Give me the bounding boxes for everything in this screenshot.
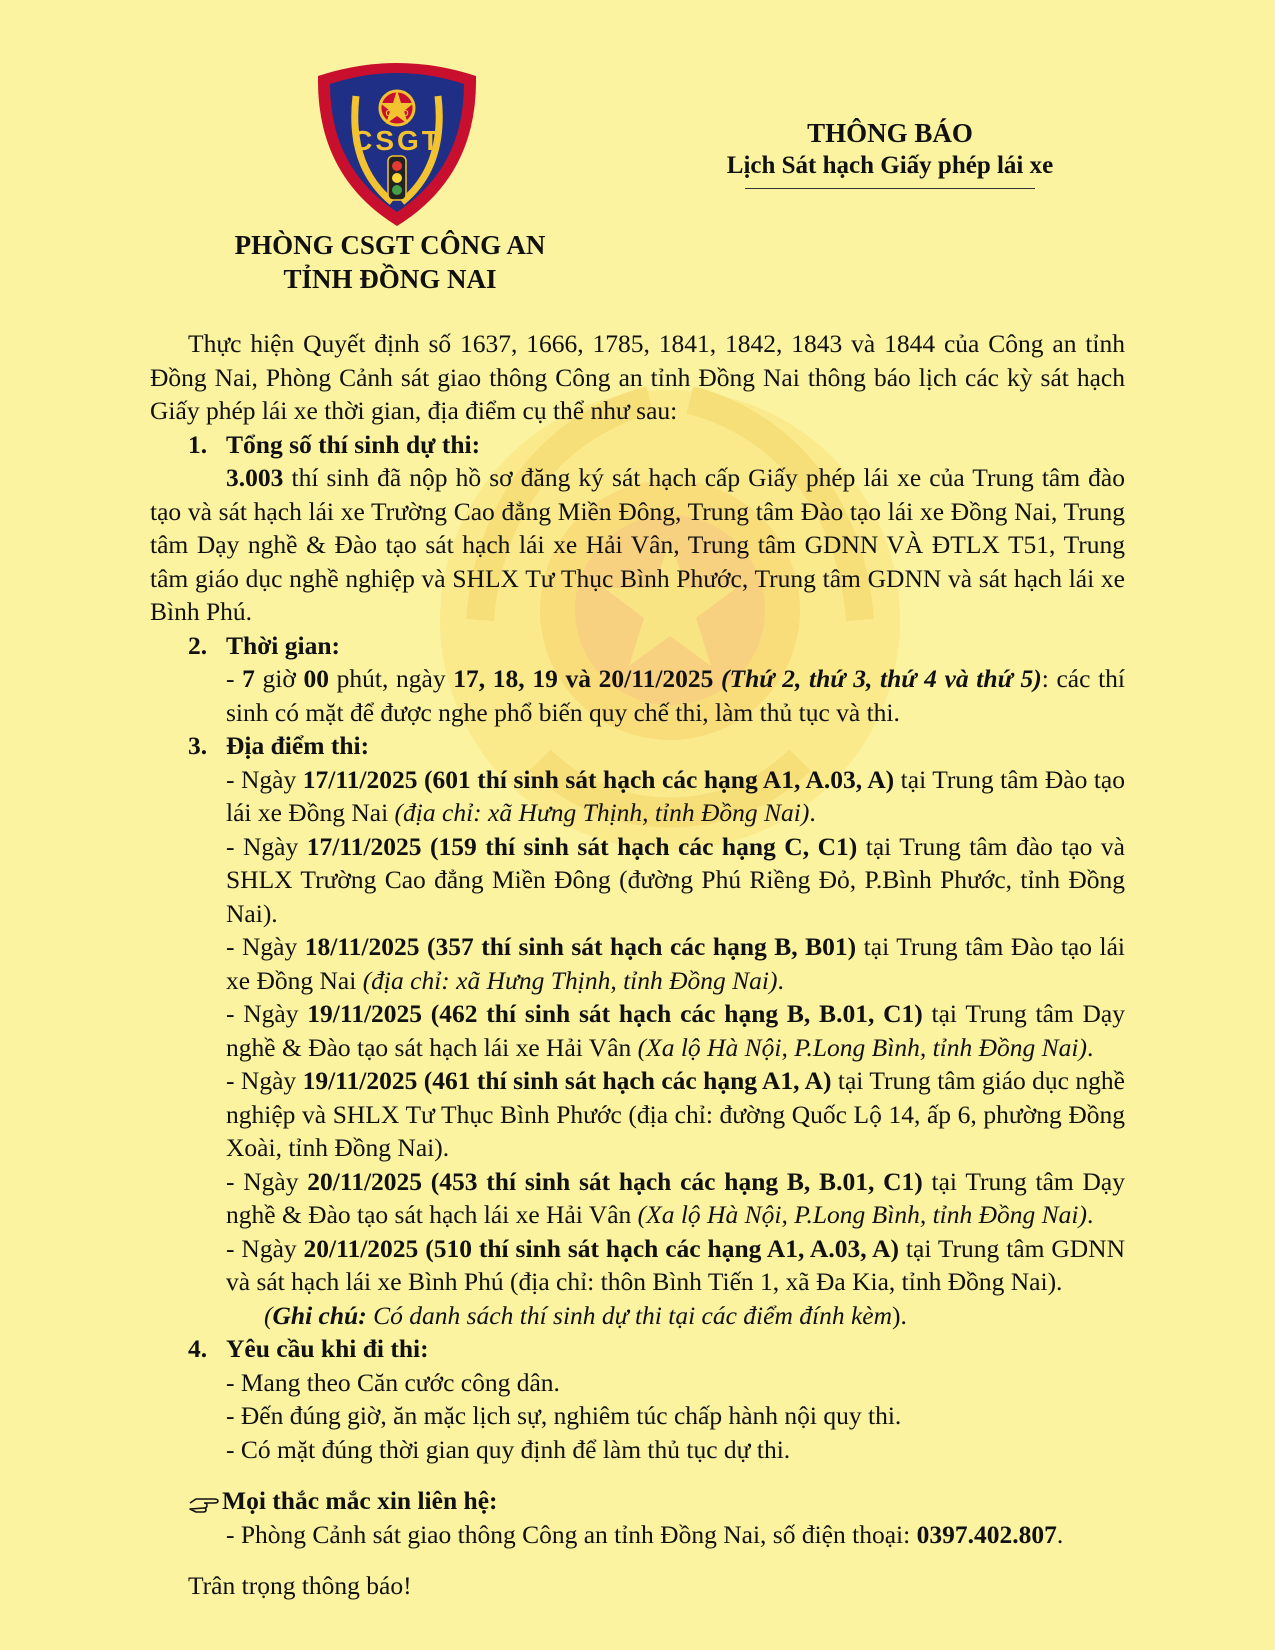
- section4-number: 4.: [188, 1334, 208, 1363]
- schedule-location: tại Trung tâm GDNN và sát hạch lái xe Bình Phú (địa chỉ: thôn Bình Tiến 1, xã Đa Kia, tỉnh Đồng Nai).: [226, 1233, 1125, 1296]
- text: giờ: [254, 664, 304, 693]
- schedule-list: [150, 763, 1125, 1299]
- requirement-item: - Mang theo Căn cước công dân.: [226, 1367, 560, 1397]
- section1-title: Tổng số thí sinh dự thi:: [226, 429, 481, 459]
- exam-dates: 17, 18, 19: [453, 664, 558, 693]
- schedule-prefix: - Ngày: [226, 1233, 304, 1263]
- exam-minute: 00: [303, 664, 330, 693]
- requirement-item: - Có mặt đúng thời gian quy định để làm thủ tục dự thi.: [226, 1434, 791, 1464]
- schedule-item: [150, 1064, 1125, 1165]
- csgt-shield-logo-icon: [312, 56, 482, 228]
- section1-heading: [150, 428, 1125, 462]
- schedule-date-group: 19/11/2025 (462 thí sinh sát hạch các hạng B, B.01, C1): [307, 999, 923, 1028]
- note-close: ).: [892, 1300, 907, 1330]
- schedule-location: tại Trung tâm đào tạo và SHLX Trường Cao đẳng Miền Đông (đường Phú Riềng Đỏ, P.Bình Phước, tỉnh Đồng Nai).: [226, 831, 1125, 928]
- note-line: [150, 1299, 1125, 1333]
- schedule-prefix: - Ngày: [226, 764, 303, 794]
- section4-heading: [150, 1332, 1125, 1366]
- note-open: (: [264, 1300, 273, 1330]
- schedule-address: (địa chỉ: xã Hưng Thịnh, tỉnh Đồng Nai): [362, 965, 778, 995]
- contact-heading: [150, 1484, 1125, 1518]
- schedule-location: tại Trung tâm Dạy nghề & Đào tạo sát hạch lái xe Hải Vân: [226, 1166, 1125, 1229]
- pointing-hand-icon: [188, 1491, 222, 1515]
- exam-date-last: 20/11/2025: [598, 664, 714, 693]
- schedule-address: (Xa lộ Hà Nội, P.Long Bình, tỉnh Đồng Nai): [637, 1032, 1087, 1062]
- schedule-prefix: - Ngày: [226, 1166, 308, 1196]
- schedule-item: [150, 1165, 1125, 1232]
- section4-title: Yêu cầu khi đi thi:: [226, 1334, 429, 1363]
- contact-text: - Phòng Cảnh sát giao thông Công an tỉnh Đồng Nai, số điện thoại:: [226, 1519, 917, 1549]
- schedule-location: tại Trung tâm Đào tạo lái xe Đồng Nai: [226, 932, 1125, 995]
- section1-paragraph: [150, 461, 1125, 629]
- section2-paragraph: [150, 662, 1125, 729]
- schedule-end: .: [777, 965, 784, 995]
- text: phút, ngày: [329, 664, 454, 693]
- requirement-item: - Đến đúng giờ, ăn mặc lịch sự, nghiêm túc chấp hành nội quy thi.: [226, 1401, 902, 1430]
- schedule-end: .: [1087, 1200, 1094, 1229]
- contact-end: .: [1056, 1519, 1064, 1549]
- schedule-location: tại Trung tâm Dạy nghề & Đào tạo sát hạch lái xe Hải Vân: [226, 999, 1125, 1062]
- closing-line: Trân trọng thông báo!: [188, 1571, 412, 1600]
- candidate-count: 3.003: [226, 463, 284, 492]
- schedule-end: .: [1087, 1032, 1094, 1062]
- schedule-item: [150, 1232, 1125, 1299]
- notice-title: THÔNG BÁO: [807, 118, 973, 148]
- schedule-address: (địa chỉ: xã Hưng Thịnh, tỉnh Đồng Nai): [394, 798, 810, 827]
- contact-title: Mọi thắc mắc xin liên hệ:: [222, 1486, 498, 1515]
- contact-phone: 0397.402.807: [916, 1519, 1057, 1549]
- section2-number: 2.: [188, 630, 208, 660]
- organization-name: [200, 228, 580, 296]
- notice-header: [660, 116, 1120, 189]
- logo-cand-text: CAND: [385, 109, 409, 118]
- schedule-item: [150, 763, 1125, 830]
- schedule-location: tại Trung tâm Đào tạo lái xe Đồng Nai: [226, 764, 1125, 827]
- note-label: Ghi chú:: [272, 1300, 367, 1330]
- logo-csgt-text: CSGT: [352, 125, 442, 156]
- dash: -: [226, 664, 243, 693]
- divider: [745, 188, 1035, 189]
- notice-body: [150, 327, 1125, 1603]
- section1-text: thí sinh đã nộp hồ sơ đăng ký sát hạch cấp Giấy phép lái xe của Trung tâm đào tạo và sát hạch lái xe Trường Cao đẳng Miền Đông, Trung tâm Đào tạo lái xe Đồng Nai, Trung tâm Dạy nghề & Đào tạo sát hạch lái xe Hải Vân, Trung tâm GDNN VÀ ĐTLX T51, Trung tâm giáo dục nghề nghiệp và SHLX Tư Thục Bình Phước, Trung tâm GDNN và sát hạch lái xe Bình Phú.: [150, 463, 1125, 626]
- schedule-date-group: 19/11/2025 (461 thí sinh sát hạch các hạng A1, A): [302, 1066, 832, 1095]
- schedule-prefix: - Ngày: [226, 999, 308, 1028]
- section3-heading: [150, 729, 1125, 763]
- organization-line2: TỈNH ĐỒNG NAI: [283, 264, 497, 294]
- schedule-end: .: [809, 798, 816, 827]
- intro-paragraph: Thực hiện Quyết định số 1637, 1666, 1785, 1841, 1842, 1843 và 1844 của Công an tỉnh Đồng Nai, Phòng Cảnh sát giao thông Công an tỉnh Đồng Nai thông báo lịch các kỳ sát hạch Giấy phép lái xe thời gian, địa điểm cụ thể như sau:: [150, 329, 1125, 425]
- schedule-address: (Xa lộ Hà Nội, P.Long Bình, tỉnh Đồng Nai): [637, 1200, 1087, 1229]
- section2-title: Thời gian:: [226, 630, 341, 660]
- organization-line1: PHÒNG CSGT CÔNG AN: [234, 230, 546, 260]
- section2-rest: : các thí sinh có mặt để được nghe phổ biến quy chế thi, làm thủ tục và thi.: [226, 664, 1126, 727]
- schedule-prefix: - Ngày: [226, 831, 307, 861]
- section2-heading: [150, 629, 1125, 663]
- exam-weekdays: (Thứ 2, thứ 3, thứ 4 và thứ 5): [713, 664, 1042, 693]
- schedule-location: tại Trung tâm giáo dục nghề nghiệp và SHLX Tư Thục Bình Phước (địa chỉ: đường Quốc Lộ 14, ấp 6, phường Đồng Xoài, tỉnh Đồng Nai).: [226, 1066, 1125, 1162]
- section3-title: Địa điểm thi:: [226, 731, 370, 760]
- note-text: Có danh sách thí sinh dự thi tại các điểm đính kèm: [366, 1300, 892, 1330]
- schedule-date-group: 20/11/2025 (510 thí sinh sát hạch các hạng A1, A.03, A): [303, 1233, 900, 1263]
- exam-hour: 7: [242, 664, 255, 693]
- schedule-item: [150, 997, 1125, 1064]
- schedule-date-group: 17/11/2025 (159 thí sinh sát hạch các hạng C, C1): [306, 831, 858, 861]
- schedule-date-group: 18/11/2025 (357 thí sinh sát hạch các hạng B, B01): [304, 932, 857, 961]
- contact-line: [150, 1518, 1125, 1552]
- schedule-date-group: 20/11/2025 (453 thí sinh sát hạch các hạng B, B.01, C1): [307, 1166, 923, 1196]
- schedule-prefix: - Ngày: [226, 932, 305, 961]
- text: và: [557, 664, 599, 693]
- schedule-item: [150, 930, 1125, 997]
- notice-subtitle: Lịch Sát hạch Giấy phép lái xe: [726, 152, 1054, 179]
- schedule-item: [150, 830, 1125, 931]
- schedule-prefix: - Ngày: [226, 1066, 303, 1095]
- section3-number: 3.: [188, 731, 208, 760]
- schedule-date-group: 17/11/2025 (601 thí sinh sát hạch các hạng A1, A.03, A): [302, 764, 895, 794]
- section1-number: 1.: [188, 429, 208, 459]
